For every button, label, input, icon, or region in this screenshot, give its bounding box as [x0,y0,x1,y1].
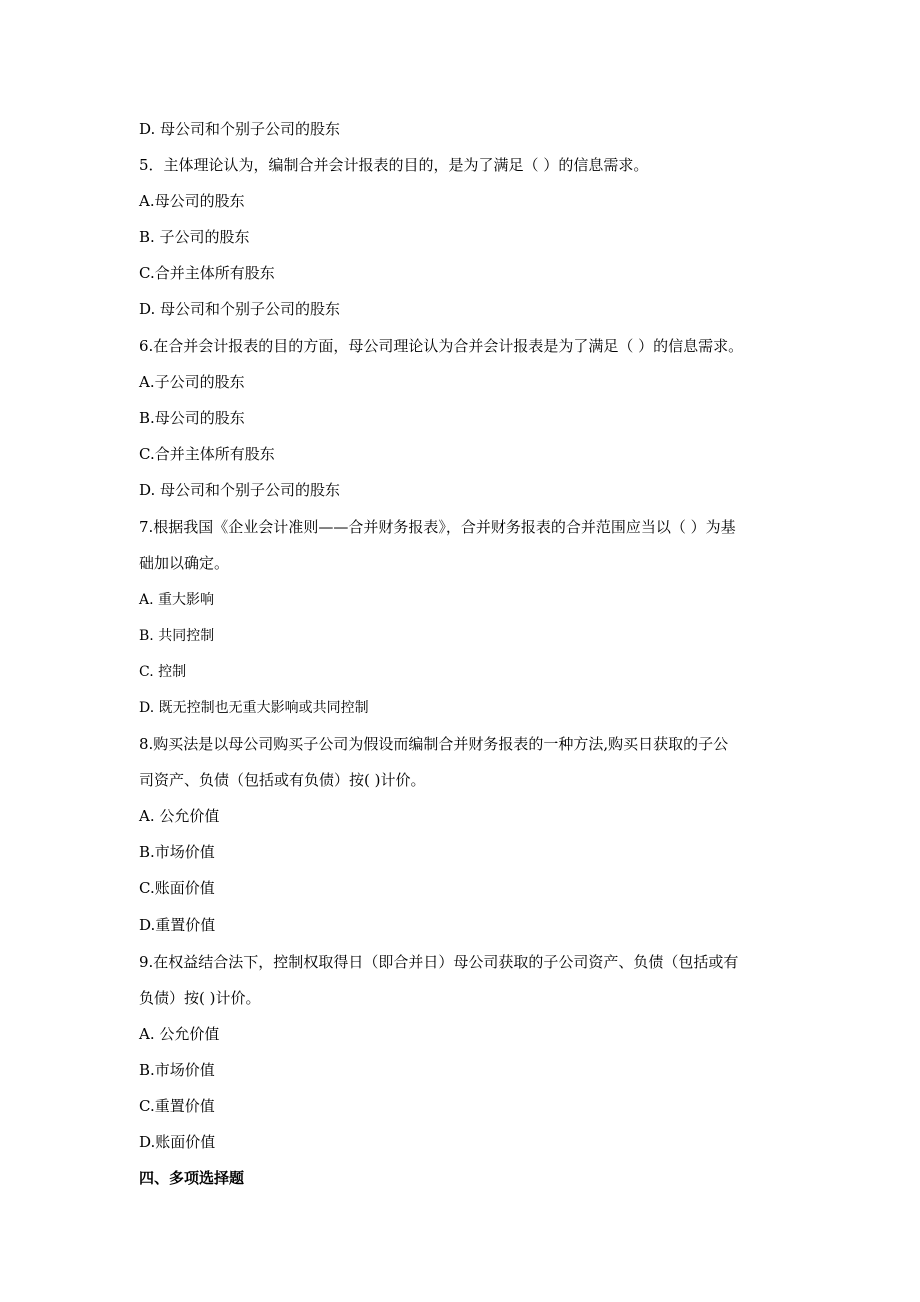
option-a-q9: A. 公允价值 [139,1025,220,1043]
question-8-line-1: 8.购买法是以母公司购买子公司为假设而编制合并财务报表的一种方法,购买日获取的子公 [139,735,729,753]
option-d-q5: D. 母公司和个别子公司的股东 [139,300,341,318]
question-7-line-1: 7.根据我国《企业会计准则——合并财务报表》，合并财务报表的合并范围应当以（ ）为基 [139,518,736,536]
option-c-q6: C.合并主体所有股东 [139,445,275,463]
option-d-q4: D. 母公司和个别子公司的股东 [139,120,341,138]
question-7-line-2: 础加以确定。 [139,554,230,572]
question-6: 6.在合并会计报表的目的方面，母公司理论认为合并会计报表是为了满足（ ）的信息需求。 [139,337,744,355]
question-9-line-1: 9.在权益结合法下，控制权取得日（即合并日）母公司获取的子公司资产、负债（包括或有 [139,953,739,971]
option-c-q7: C. 控制 [139,664,187,680]
question-8-line-2: 司资产、负债（包括或有负债）按( )计价。 [139,771,426,789]
section-heading-multiple-choice: 四、多项选择题 [139,1169,245,1187]
option-b-q7: B. 共同控制 [139,628,215,644]
option-d-q9: D.账面价值 [139,1133,216,1151]
option-d-q8: D.重置价值 [139,916,216,934]
option-c-q9: C.重置价值 [139,1097,215,1115]
option-a-q5: A.母公司的股东 [139,192,245,210]
option-d-q6: D. 母公司和个别子公司的股东 [139,481,341,499]
option-b-q8: B.市场价值 [139,843,215,861]
option-a-q8: A. 公允价值 [139,807,220,825]
option-b-q5: B. 子公司的股东 [139,228,250,246]
question-5: 5．主体理论认为，编制合并会计报表的目的，是为了满足（ ）的信息需求。 [139,156,649,174]
option-c-q8: C.账面价值 [139,879,215,897]
option-c-q5: C.合并主体所有股东 [139,264,275,282]
question-9-line-2: 负债）按( )计价。 [139,989,261,1007]
option-d-q7: D. 既无控制也无重大影响或共同控制 [139,700,369,716]
option-b-q6: B.母公司的股东 [139,409,245,427]
option-a-q6: A.子公司的股东 [139,373,245,391]
option-a-q7: A. 重大影响 [139,592,215,608]
option-b-q9: B.市场价值 [139,1061,215,1079]
